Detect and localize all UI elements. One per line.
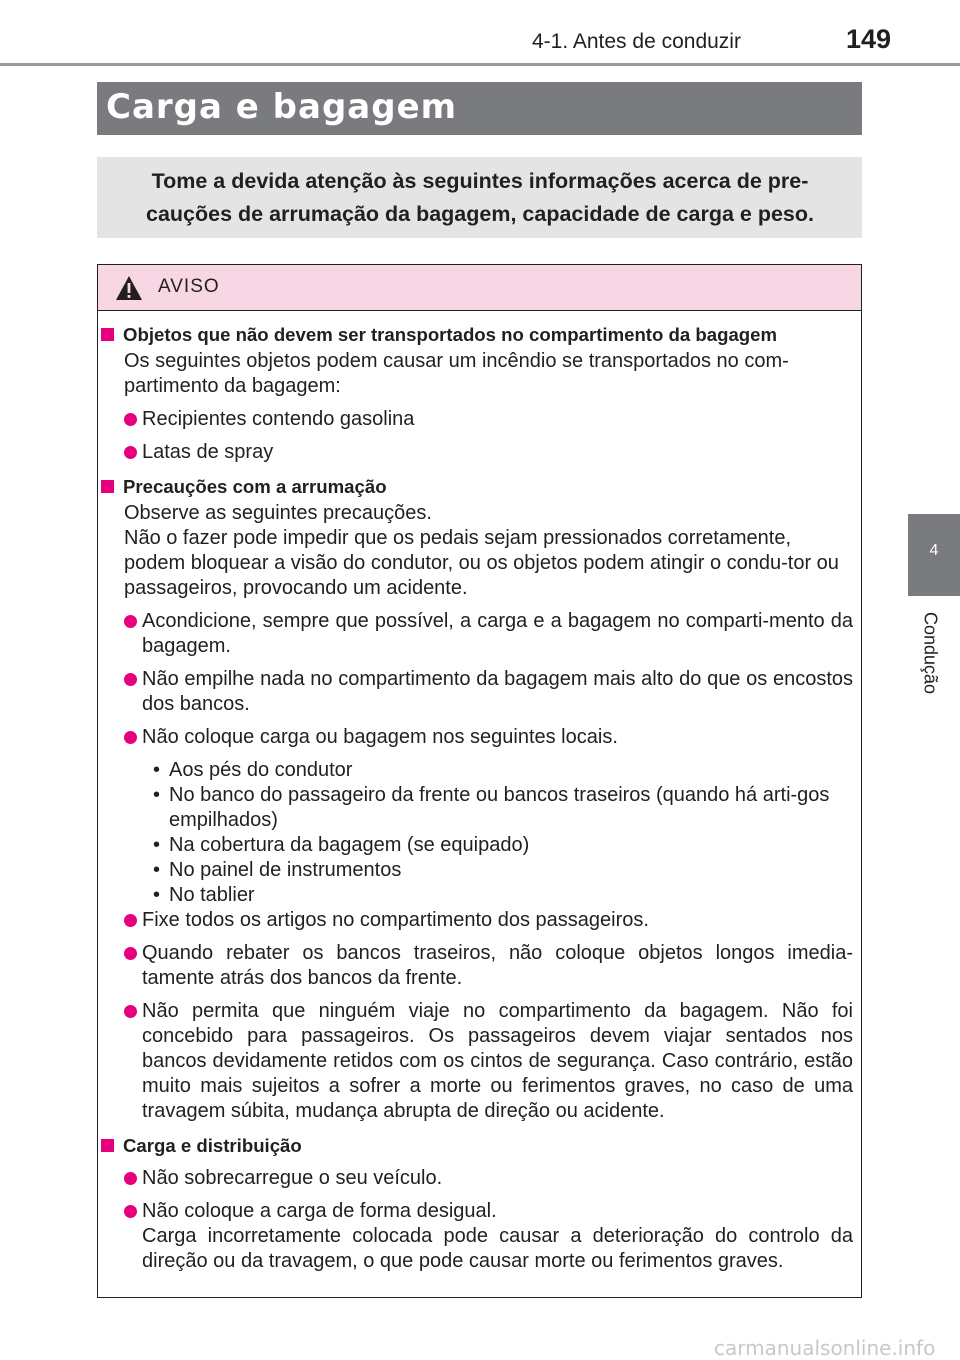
list-item: Não permita que ninguém viaje no compartimento da bagagem. Não foi concebido para passageiros. Os passageiros devem viajar sentados nos bancos devidamente retidos com os cintos de segurança. Caso contrário, estão muito mais sujeitos a sofrer a morte ou ferimentos graves, no caso de uma travagem súbita, mudança abrupta de direção ou acidente.: [124, 999, 853, 1124]
circle-bullet-icon: [124, 1005, 137, 1018]
list-item: Não empilhe nada no compartimento da bagagem mais alto do que os encostos dos bancos.: [124, 667, 853, 717]
intro-text: Tome a devida atenção às seguintes informações acerca de pre-cauções de arrumação da bagagem, capacidade de carga e peso.: [146, 169, 814, 226]
circle-bullet-icon: [124, 947, 137, 960]
circle-bullet-icon: [124, 615, 137, 628]
sub-list-item: • Aos pés do condutor: [153, 759, 353, 781]
sub-list-item: • Na cobertura da bagagem (se equipado): [153, 834, 530, 856]
circle-bullet-icon: [124, 446, 137, 459]
warning-label: AVISO: [158, 276, 220, 297]
warning-content: [98, 311, 861, 1274]
list-item: Não coloque carga ou bagagem nos seguintes locais.: [124, 725, 853, 750]
section-text: Os seguintes objetos podem causar um incêndio se transportados no com-partimento da bagagem:: [124, 350, 789, 397]
title-bar: [97, 82, 862, 135]
chapter-tab[interactable]: [908, 514, 960, 596]
list-item: Não sobrecarregue o seu veículo.: [124, 1166, 853, 1191]
header-divider: [0, 63, 960, 66]
section-heading: Carga e distribuição: [101, 1133, 861, 1158]
list-item: Fixe todos os artigos no compartimento dos passageiros.: [124, 908, 853, 933]
square-bullet-icon: [101, 1139, 114, 1152]
warning-header: [98, 265, 861, 311]
list-item: Acondicione, sempre que possível, a carga e a bagagem no comparti-mento da bagagem.: [124, 609, 853, 659]
circle-bullet-icon: [124, 1205, 137, 1218]
warning-triangle-icon: [115, 275, 143, 301]
list-item: Não coloque a carga de forma desigual. Carga incorretamente colocada pode causar a deterioração do controlo da direção ou da travagem, o que pode causar morte ou ferimentos graves.: [124, 1199, 853, 1274]
page-number: 149: [846, 24, 892, 54]
chapter-number: 4: [929, 542, 939, 559]
list-item: Recipientes contendo gasolina: [124, 407, 853, 432]
list-item: Latas de spray: [124, 440, 853, 465]
sub-list-item: • No tablier: [153, 884, 255, 906]
footer-watermark: carmanualsonline.info: [714, 1336, 936, 1360]
square-bullet-icon: [101, 480, 114, 493]
sub-list-item: • No banco do passageiro da frente ou bancos traseiros (quando há arti-gos empilhados): [153, 784, 830, 831]
circle-bullet-icon: [124, 1172, 137, 1185]
circle-bullet-icon: [124, 413, 137, 426]
square-bullet-icon: [101, 328, 114, 341]
page-title: Carga e bagagem: [106, 87, 458, 127]
list-item: Quando rebater os bancos traseiros, não coloque objetos longos imedia-tamente atrás dos bancos da frente.: [124, 941, 853, 991]
circle-bullet-icon: [124, 914, 137, 927]
section-text: Observe as seguintes precauções.: [124, 502, 432, 524]
circle-bullet-icon: [124, 673, 137, 686]
circle-bullet-icon: [124, 731, 137, 744]
intro-box: [97, 157, 862, 238]
page-header-section: 4-1. Antes de conduzir: [532, 30, 741, 53]
sub-list-item: • No painel de instrumentos: [153, 859, 402, 881]
section-text: Não o fazer pode impedir que os pedais sejam pressionados corretamente, podem bloquear a visão do condutor, ou os objetos podem atingir o condu-tor ou passageiros, provocando um acidente.: [124, 527, 839, 599]
chapter-label: Condução: [920, 611, 941, 695]
section-heading: Objetos que não devem ser transportados no compartimento da bagagem: [101, 322, 861, 347]
section-heading: Precauções com a arrumação: [101, 474, 861, 499]
warning-box: [97, 264, 862, 1298]
